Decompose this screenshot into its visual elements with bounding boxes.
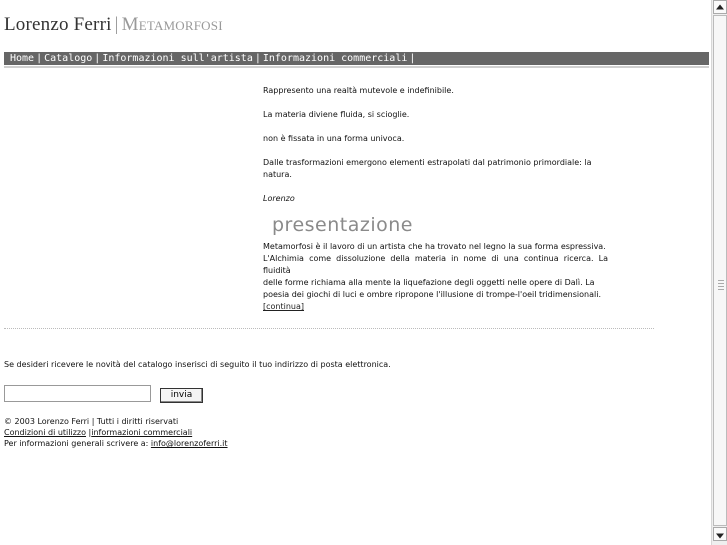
presentation-line: Metamorfosi è il lavoro di un artista che ha trovato nel legno la sua forma espressiva. xyxy=(263,242,606,251)
scrollbar-thumb[interactable] xyxy=(713,15,727,526)
nav-link-home[interactable]: Home xyxy=(10,53,35,64)
presentation-line: delle forme richiama alla mente la liquefazione degli oggetti nelle opere di Dalì. La xyxy=(263,278,595,287)
intro-paragraph: Dalle trasformazioni emergono elementi estrapolati dal patrimonio primordiale: la natura. xyxy=(263,158,592,179)
arrow-down-icon xyxy=(716,533,724,539)
intro-paragraph: La materia diviene fluida, si scioglie. xyxy=(263,110,410,119)
section-divider xyxy=(4,328,654,329)
nav-separator: | xyxy=(409,53,416,64)
brand-name: Lorenzo Ferri xyxy=(4,14,112,35)
intro-paragraph: Rappresento una realtà mutevole e indefinibile. xyxy=(263,86,454,95)
terms-link[interactable]: Condizioni di utilizzo xyxy=(4,428,87,437)
presentation-text xyxy=(263,241,608,313)
continue-link[interactable]: [continua] xyxy=(263,302,305,311)
scrollbar-grip-icon xyxy=(718,280,724,294)
main-nav xyxy=(10,53,417,65)
vertical-scrollbar[interactable] xyxy=(711,0,727,545)
nav-link-commerciali[interactable]: Informazioni commerciali xyxy=(262,53,408,64)
presentation-line: L'Alchimia come dissoluzione della materia in nome di una continua ricerca. La fluidità xyxy=(263,254,608,275)
nav-separator: | xyxy=(254,53,261,64)
submit-button[interactable]: invia xyxy=(160,388,203,403)
copyright-text: © 2003 Lorenzo Ferri | Tutti i diritti riservati xyxy=(4,417,179,426)
signature: Lorenzo xyxy=(263,194,295,203)
footer-link-separator: | xyxy=(86,428,92,437)
intro-content xyxy=(263,85,608,313)
nav-link-catalogo[interactable]: Catalogo xyxy=(44,53,93,64)
footer xyxy=(4,416,228,449)
footer-links xyxy=(4,427,228,438)
intro-paragraph: non è fissata in una forma univoca. xyxy=(263,134,405,143)
contact-email-link[interactable]: info@lorenzoferri.it xyxy=(150,439,228,448)
contact-line xyxy=(4,438,228,449)
nav-link-artista[interactable]: Informazioni sull'artista xyxy=(102,53,253,64)
commercial-info-link[interactable]: informazioni commerciali xyxy=(91,428,193,437)
scroll-down-button[interactable] xyxy=(713,530,727,541)
brand-separator: | xyxy=(114,14,119,35)
nav-separator: | xyxy=(36,53,43,64)
brand-subtitle: Metamorfosi xyxy=(121,14,223,35)
nav-bar-underline xyxy=(4,66,709,68)
contact-prefix: Per informazioni generali scrivere a: xyxy=(4,439,151,448)
section-heading: presentazione xyxy=(272,214,413,236)
nav-separator: | xyxy=(94,53,101,64)
site-logo[interactable] xyxy=(4,14,223,36)
scroll-up-button[interactable] xyxy=(713,0,727,14)
email-field[interactable] xyxy=(4,385,151,402)
subscribe-description: Se desideri ricevere le novità del catalogo inserisci di seguito il tuo indirizzo di posta elettronica. xyxy=(4,360,391,369)
arrow-up-icon xyxy=(716,4,724,10)
presentation-line: poesia dei giochi di luci e ombre ripropone l'illusione di trompe-l'oeil tridimensionali. xyxy=(263,290,601,299)
